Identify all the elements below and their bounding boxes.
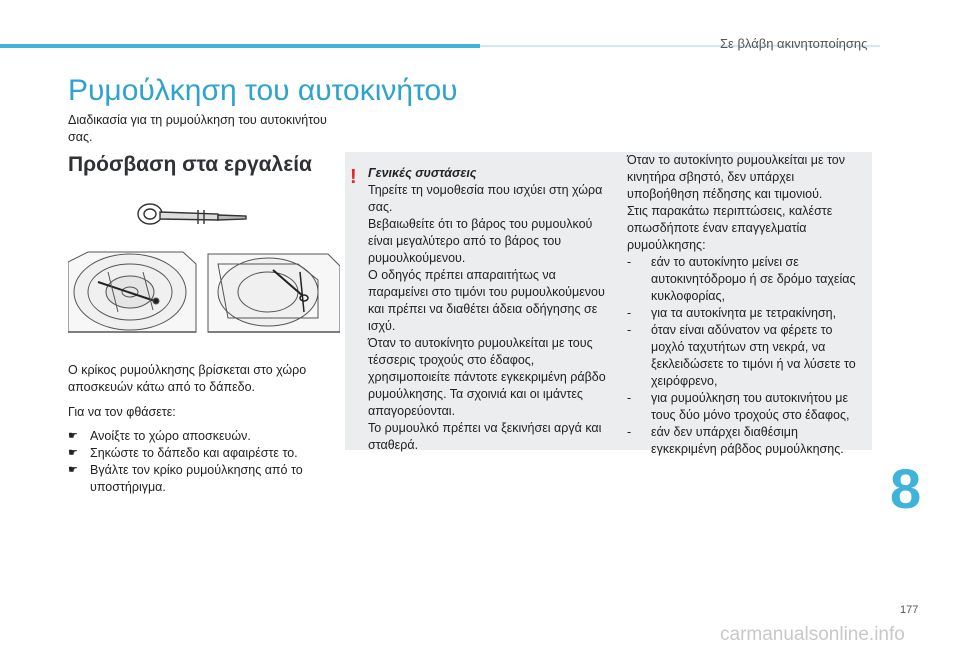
chapter-number: 8 bbox=[890, 457, 922, 520]
header-accent-bar bbox=[0, 44, 480, 48]
access-steps bbox=[68, 428, 338, 496]
arrow-bullet-icon: ☛ bbox=[68, 447, 78, 459]
arrow-bullet-icon: ☛ bbox=[68, 430, 78, 442]
towing-eye-illustration bbox=[68, 192, 340, 342]
list-item: - για τα αυτοκίνητα με τετρακίνηση, bbox=[627, 306, 837, 320]
warning-title: Γενικές συστάσεις bbox=[368, 166, 477, 180]
warning-cases-list bbox=[627, 254, 867, 458]
spare-wheel-illustration bbox=[68, 252, 196, 332]
warning-column-left bbox=[368, 165, 608, 454]
list-item: ☛ Βγάλτε τον κρίκο ρυμούλκησης από το υποστήριγμα. bbox=[68, 463, 303, 494]
warning-exclamation-icon: ! bbox=[350, 166, 357, 188]
access-lead: Για να τον φθάσετε: bbox=[68, 405, 176, 419]
warning-paragraph: Όταν το αυτοκίνητο ρυμουλκείται με τους τέσσερις τροχούς στο έδαφος, χρησιμοποιείτε πάντοτε εγκεκριμένη ράβδο ρυμούλκησης. Τα σχοινιά και οι ιμάντες απαγορεύονται. bbox=[368, 336, 606, 418]
watermark: carmanualsonline.info bbox=[720, 624, 905, 645]
illustration-caption: Ο κρίκος ρυμούλκησης βρίσκεται στο χώρο αποσκευών κάτω από το δάπεδο. bbox=[68, 363, 307, 394]
page-title: Ρυμούλκηση του αυτοκινήτου bbox=[68, 74, 458, 107]
list-item: ☛ Ανοίξτε το χώρο αποσκευών. bbox=[68, 429, 251, 443]
page-number: 177 bbox=[900, 604, 919, 616]
warning-paragraph: Τηρείτε τη νομοθεσία που ισχύει στη χώρα σας. bbox=[368, 183, 603, 214]
intro-text: Διαδικασία για τη ρυμούλκηση του αυτοκινήτου σας. bbox=[68, 113, 327, 144]
list-item: - εάν δεν υπάρχει διαθέσιμη εγκεκριμένη ράβδος ρυμούλκησης. bbox=[627, 425, 844, 456]
warning-paragraph: Το ρυμουλκό πρέπει να ξεκινήσει αργά και σταθερά. bbox=[368, 421, 602, 452]
list-item: - για ρυμούλκηση του αυτοκινήτου με τους δύο μόνο τροχούς στο έδαφος, bbox=[627, 391, 850, 422]
list-item: ☛ Σηκώστε το δάπεδο και αφαιρέστε το. bbox=[68, 446, 298, 460]
section-title: Πρόσβαση στα εργαλεία bbox=[68, 153, 312, 176]
trunk-floor-illustration bbox=[208, 254, 340, 332]
warning-paragraph: Βεβαιωθείτε ότι το βάρος του ρυμουλκού είναι μεγαλύτερο από το βάρος του ρυμουλκούμενου. bbox=[368, 217, 593, 265]
warning-column-right bbox=[627, 152, 867, 458]
warning-paragraph: Ο οδηγός πρέπει απαραιτήτως να παραμείνει στο τιμόνι του ρυμουλκούμενου και πρέπει να διαθέτει άδεια οδήγησης σε ισχύ. bbox=[368, 268, 605, 333]
chapter-header: Σε βλάβη ακινητοποίησης bbox=[720, 36, 868, 51]
warning-paragraph: Όταν το αυτοκίνητο ρυμουλκείται με τον κινητήρα σβηστό, δεν υπάρχει υποβοήθηση πέδησης και τιμονιού. bbox=[627, 153, 845, 201]
arrow-bullet-icon: ☛ bbox=[68, 464, 78, 476]
warning-paragraph: Στις παρακάτω περιπτώσεις, καλέστε οπωσδήποτε έναν επαγγελματία ρυμούλκησης: bbox=[627, 204, 833, 252]
list-item: - όταν είναι αδύνατον να φέρετε το μοχλό ταχυτήτων στη νεκρά, να ξεκλειδώσετε το τιμόνι ή να λύσετε το χειρόφρενο, bbox=[627, 323, 856, 388]
towing-eye-icon bbox=[138, 204, 246, 224]
list-item: - εάν το αυτοκίνητο μείνει σε αυτοκινητόδρομο ή σε δρόμο ταχείας κυκλοφορίας, bbox=[627, 255, 856, 303]
